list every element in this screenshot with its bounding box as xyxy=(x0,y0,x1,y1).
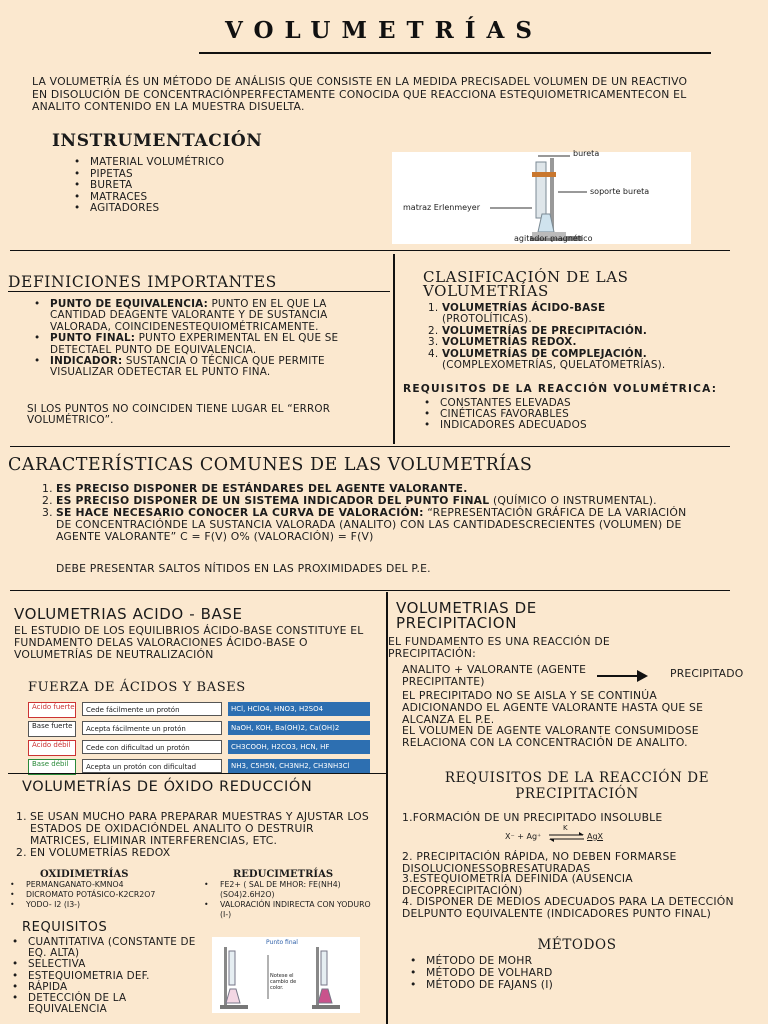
eq-right: AgX xyxy=(587,832,604,841)
instrumentacion-list xyxy=(70,157,330,215)
list-item: • MÉTODO DE MOHR xyxy=(406,955,666,967)
list-item: • ESTEQUIOMETRIA DEF. xyxy=(8,971,203,982)
metodos-list xyxy=(406,955,666,991)
list-item: • INDICADORES ADECUADOS xyxy=(420,420,680,431)
instrumentacion-heading: INSTRUMENTACIÓN xyxy=(52,131,263,151)
list-item: EN VOLUMETRÍAS REDOX xyxy=(30,846,171,859)
precipitacion-text2: EL PRECIPITADO NO SE AISLA Y SE CONTINÚA ADICIONANDO EL AGENTE VALORANTE HASTA QUE SE ALCANZA EL P.E. xyxy=(402,689,704,726)
examples-cell: CH3COOH, H2CO3, HCN, HF xyxy=(228,740,370,754)
desc-cell: Cede con dificultad un protón xyxy=(82,740,222,754)
caracteristicas-heading: CARACTERÍSTICAS COMUNES DE LAS VOLUMETRÍAS xyxy=(8,455,533,475)
req-precip-4: 4. DISPONER DE MEDIOS ADECUADOS PARA LA DETECCIÓN DELPUNTO EQUIVALENTE (INDICADORES PUNTO FINAL) xyxy=(402,895,734,920)
figure-title: Punto final xyxy=(266,939,298,946)
term: PUNTO FINAL: xyxy=(50,332,136,345)
divider xyxy=(10,590,730,591)
req-precip-1: 1.FORMACIÓN DE UN PRECIPITADO INSOLUBLE xyxy=(402,811,663,824)
type-cell: Base débil xyxy=(28,759,76,775)
label-bureta: bureta xyxy=(573,149,600,158)
redox-list xyxy=(16,811,374,859)
requisitos-precipitacion-heading: REQUISITOS DE LA REACCIÓN DE PRECIPITACIÓN xyxy=(444,770,710,802)
titration-apparatus-icon xyxy=(392,152,691,244)
list-item: • FE2+ ( SAL DE MHOR: FE(NH4)(SO4)2.6H2O) xyxy=(200,880,380,900)
term: INDICADOR: xyxy=(50,355,123,368)
list-item: • MÉTODO DE VOLHARD xyxy=(406,967,666,979)
type-cell: Ácido débil xyxy=(28,740,76,756)
list-item: • AGITADORES xyxy=(70,203,330,215)
list-item: SE HACE NECESARIO CONOCER LA CURVA DE VALORACIÓN: “REPRESENTACIÓN GRÁFICA DE LA VARIACIÓN DE CONCENTRACIÓNDE LA SUSTANCIA VALORADA (ANALITO) CON LAS CANTIDADESCRECIENTES (VOLUMEN) DE AGENTE VALORANTE” C = F(V) O% (VALORACIÓN) = F(V) xyxy=(56,506,687,543)
list-item: SE USAN MUCHO PARA PREPARAR MUESTRAS Y AJUSTAR LOS ESTADOS DE OXIDACIÓNDEL ANALITO O DESTRUIR MATRICES, ELIMINAR INTERFERENCIAS, ETC. xyxy=(30,810,369,847)
clasificacion-list xyxy=(428,303,718,371)
page-title: VOLUMETRÍAS xyxy=(225,17,543,44)
list-item: VOLUMETRÍAS ÁCIDO-BASE (PROTOLÍTICAS). xyxy=(442,302,606,326)
label-matraz: matraz Erlenmeyer xyxy=(403,203,480,212)
list-item: • SELECTIVA xyxy=(8,959,203,970)
titration-figure xyxy=(392,149,691,244)
arrow-right-icon xyxy=(597,669,649,683)
label-agitador: agitador magnético xyxy=(514,234,593,243)
list-item: • CINÉTICAS FAVORABLES xyxy=(420,409,680,420)
reducimetrias-heading: REDUCIMETRÍAS xyxy=(233,869,334,880)
metodos-heading: MÉTODOS xyxy=(537,937,617,953)
type-cell: Ácido fuerte xyxy=(28,702,76,718)
divider xyxy=(393,254,395,444)
req-precip-2: 2. PRECIPITACIÓN RÁPIDA, NO DEBEN FORMARSE DISOLUCIONESSOBRESATURADAS xyxy=(402,850,677,875)
list-item: • MATERIAL VOLUMÉTRICO xyxy=(70,157,330,169)
list-item: • CONSTANTES ELEVADAS xyxy=(420,398,680,409)
reaction-right: PRECIPITADO xyxy=(670,667,744,680)
eq-k: K xyxy=(563,824,568,832)
redox-heading: VOLUMETRÍAS DE ÓXIDO REDUCCIÓN xyxy=(22,779,313,795)
desc-cell: Acepta un protón con dificultad xyxy=(82,759,222,773)
figure-caption: Notese el cambio de color. xyxy=(270,973,297,991)
list-item: • CUANTITATIVA (CONSTANTE DE EQ. ALTA) xyxy=(8,937,203,959)
requisitos-redox-list xyxy=(8,937,203,1015)
definition: PUNTO EN EL QUE LA CANTIDAD DEAGENTE VALORANTE Y DE SUSTANCIA VALORADA, COINCIDENESTEQUIOMÉTRICAMENTE. xyxy=(50,298,328,333)
requisitos-reaccion-heading: REQUISITOS DE LA REACCIÓN VOLUMÉTRICA: xyxy=(403,383,718,395)
list-item: • BURETA xyxy=(70,180,330,192)
examples-cell: NH3, C5H5N, CH3NH2, CH3NH3Cl xyxy=(228,759,370,773)
definition: PUNTO EXPERIMENTAL EN EL QUE SE DETECTAEL PUNTO DE EQUIVALENCIA. xyxy=(50,332,339,356)
divider xyxy=(8,291,390,292)
req-precip-3: 3.ESTEQUIOMETRÍA DEFINIDA (AUSENCIA DECOPRECIPITACIÓN) xyxy=(402,872,633,897)
term: PUNTO DE EQUIVALENCIA: xyxy=(50,298,208,310)
definiciones-heading: DEFINICIONES IMPORTANTES xyxy=(8,273,277,291)
title-rule xyxy=(199,52,711,54)
acido-base-heading: VOLUMETRIAS ACIDO - BASE xyxy=(14,605,243,623)
eq-left: X⁻ + Ag⁺ xyxy=(505,832,542,841)
oxidimetrias-heading: OXIDIMETRÍAS xyxy=(40,869,129,880)
precipitacion-heading: VOLUMETRIAS DE PRECIPITACION xyxy=(396,599,537,632)
desc-cell: Cede fácilmente un protón xyxy=(82,702,222,716)
type-cell: Base fuerte xyxy=(28,721,76,737)
list-item: • DICROMATO POTÁSICO-K2CR2O7 xyxy=(6,890,156,900)
caracteristicas-list xyxy=(42,483,694,543)
precipitation-equation xyxy=(505,824,635,844)
acido-base-text: EL ESTUDIO DE LOS EQUILIBRIOS ÁCIDO-BASE CONSTITUYE EL FUNDAMENTO DELAS VALORACIONES ÁCIDO-BASE O VOLUMETRÍAS DE NEUTRALIZACIÓN xyxy=(14,624,364,661)
precipitacion-text3: EL VOLUMEN DE AGENTE VALORANTE CONSUMIDOSE RELACIONA CON LA CONCENTRACIÓN DE ANALITO. xyxy=(402,724,699,749)
reducimetrias-list xyxy=(200,880,380,920)
divider xyxy=(8,773,386,774)
list-item: • DETECCIÓN DE LA EQUIVALENCIA xyxy=(8,993,203,1015)
list-item: ES PRECISO DISPONER DE ESTÁNDARES DEL AGENTE VALORANTE. xyxy=(56,482,468,495)
list-item: • MATRACES xyxy=(70,192,330,204)
list-item xyxy=(30,333,342,356)
list-item: • YODO- I2 (I3-) xyxy=(6,900,156,910)
list-item xyxy=(30,299,342,333)
intro-text: LA VOLUMETRÍA ÉS UN MÉTODO DE ANÁLISIS QUE CONSISTE EN LA MEDIDA PRECISADEL VOLUMEN DE UN REACTIVO EN DISOLUCIÓN DE CONCENTRACIÓNPERFECTAMENTE CONOCIDA QUE REACCIONA ESTEQUIOMETRICAMENTECON EL ANALITO CONTENIDO EN LA MUESTRA DISUELTA. xyxy=(32,75,688,114)
list-item: • VALORACIÓN INDIRECTA CON YODURO (I-) xyxy=(200,900,380,920)
clasificacion-heading: CLASIFICACIÓN DE LAS VOLUMETRÍAS xyxy=(423,268,629,300)
list-item: VOLUMETRÍAS DE PRECIPITACIÓN. xyxy=(442,324,648,337)
divider xyxy=(10,446,730,447)
equilibrium-arrow-icon xyxy=(549,832,585,842)
precipitacion-text1: EL FUNDAMENTO ES UNA REACCIÓN DE PRECIPITACIÓN: xyxy=(388,635,610,660)
list-item: • PIPETAS xyxy=(70,169,330,181)
divider xyxy=(10,250,730,251)
definiciones-list xyxy=(30,299,342,379)
desc-cell: Acepta fácilmente un protón xyxy=(82,721,222,735)
caracteristicas-note: DEBE PRESENTAR SALTOS NÍTIDOS EN LAS PROXIMIDADES DEL P.E. xyxy=(56,562,431,575)
list-item: VOLUMETRÍAS REDOX. xyxy=(442,336,577,349)
list-item xyxy=(30,356,342,379)
reaction-left: ANALITO + VALORANTE (AGENTE PRECIPITANTE) xyxy=(402,663,587,688)
list-item: VOLUMETRÍAS DE COMPLEJACIÓN. (COMPLEXOMETRÍAS, QUELATOMETRÍAS). xyxy=(442,347,666,372)
error-note: SI LOS PUNTOS NO COINCIDEN TIENE LUGAR EL “ERROR VOLUMÉTRICO”. xyxy=(27,403,331,427)
definition: SUSTANCIA O TÉCNICA QUE PERMITE VISUALIZAR ODETECTAR EL PUNTO FINA. xyxy=(50,355,325,379)
examples-cell: HCl, HClO4, HNO3, H2SO4 xyxy=(228,702,370,716)
requisitos-reaccion-list xyxy=(420,398,680,431)
label-soporte: soporte bureta xyxy=(590,187,650,196)
examples-cell: NaOH, KOH, Ba(OH)2, Ca(OH)2 xyxy=(228,721,370,735)
fuerza-heading: FUERZA DE ÁCIDOS Y BASES xyxy=(28,680,246,695)
list-item: • PERMANGANATO-KMNO4 xyxy=(6,880,156,890)
list-item: • MÉTODO DE FAJANS (I) xyxy=(406,979,666,991)
oxidimetrias-list xyxy=(6,880,156,910)
list-item: • RÁPIDA xyxy=(8,982,203,993)
punto-final-figure xyxy=(212,937,360,1013)
list-item: ES PRECISO DISPONER DE UN SISTEMA INDICADOR DEL PUNTO FINAL (QUÍMICO O INSTRUMENTAL). xyxy=(56,494,657,507)
requisitos-redox-heading: REQUISITOS xyxy=(22,920,108,935)
